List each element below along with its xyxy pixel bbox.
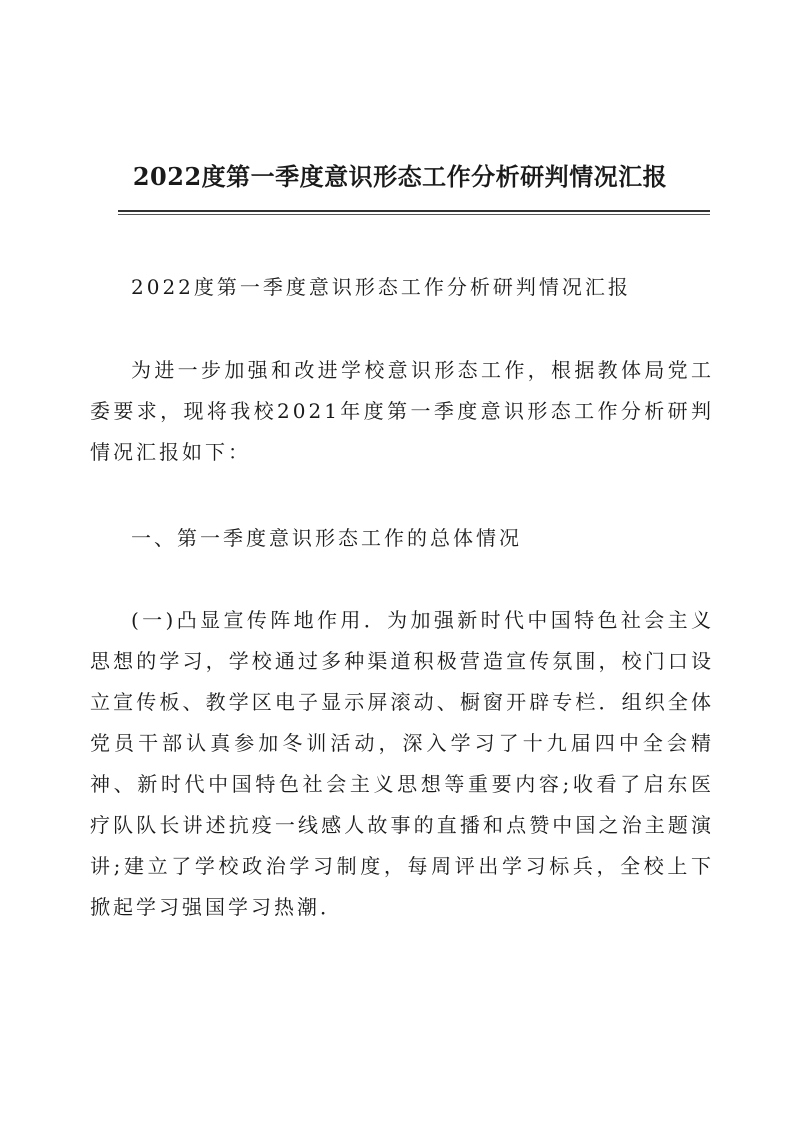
- title-divider-thick: [118, 210, 710, 212]
- title-divider-thin: [118, 214, 710, 215]
- section-heading-1: 一、第一季度意识形态工作的总体情况: [131, 526, 522, 550]
- paragraph-intro: 为进一步加强和改进学校意识形态工作，根据教体局党工委要求，现将我校2021年度第一季度意识形态工作分析研判情况汇报如下：: [90, 358, 714, 464]
- document-title: 2022度第一季度意识形态工作分析研判情况汇报: [132, 162, 668, 191]
- paragraph-subtitle: 2022度第一季度意识形态工作分析研判情况汇报: [131, 275, 631, 299]
- paragraph-section-1-item-1: (一)凸显宣传阵地作用．为加强新时代中国特色社会主义思想的学习，学校通过多种渠道积极营造宣传氛围，校门口设立宣传板、教学区电子显示屏滚动、橱窗开辟专栏．组织全体党员干部认真参加冬训活动，深入学习了十九届四中全会精神、新时代中国特色社会主义思想等重要内容;收看了启东医疗队队长讲述抗疫一线感人故事的直播和点赞中国之治主题演讲;建立了学校政治学习制度，每周评出学习标兵，全校上下掀起学习强国学习热潮．: [90, 608, 714, 919]
